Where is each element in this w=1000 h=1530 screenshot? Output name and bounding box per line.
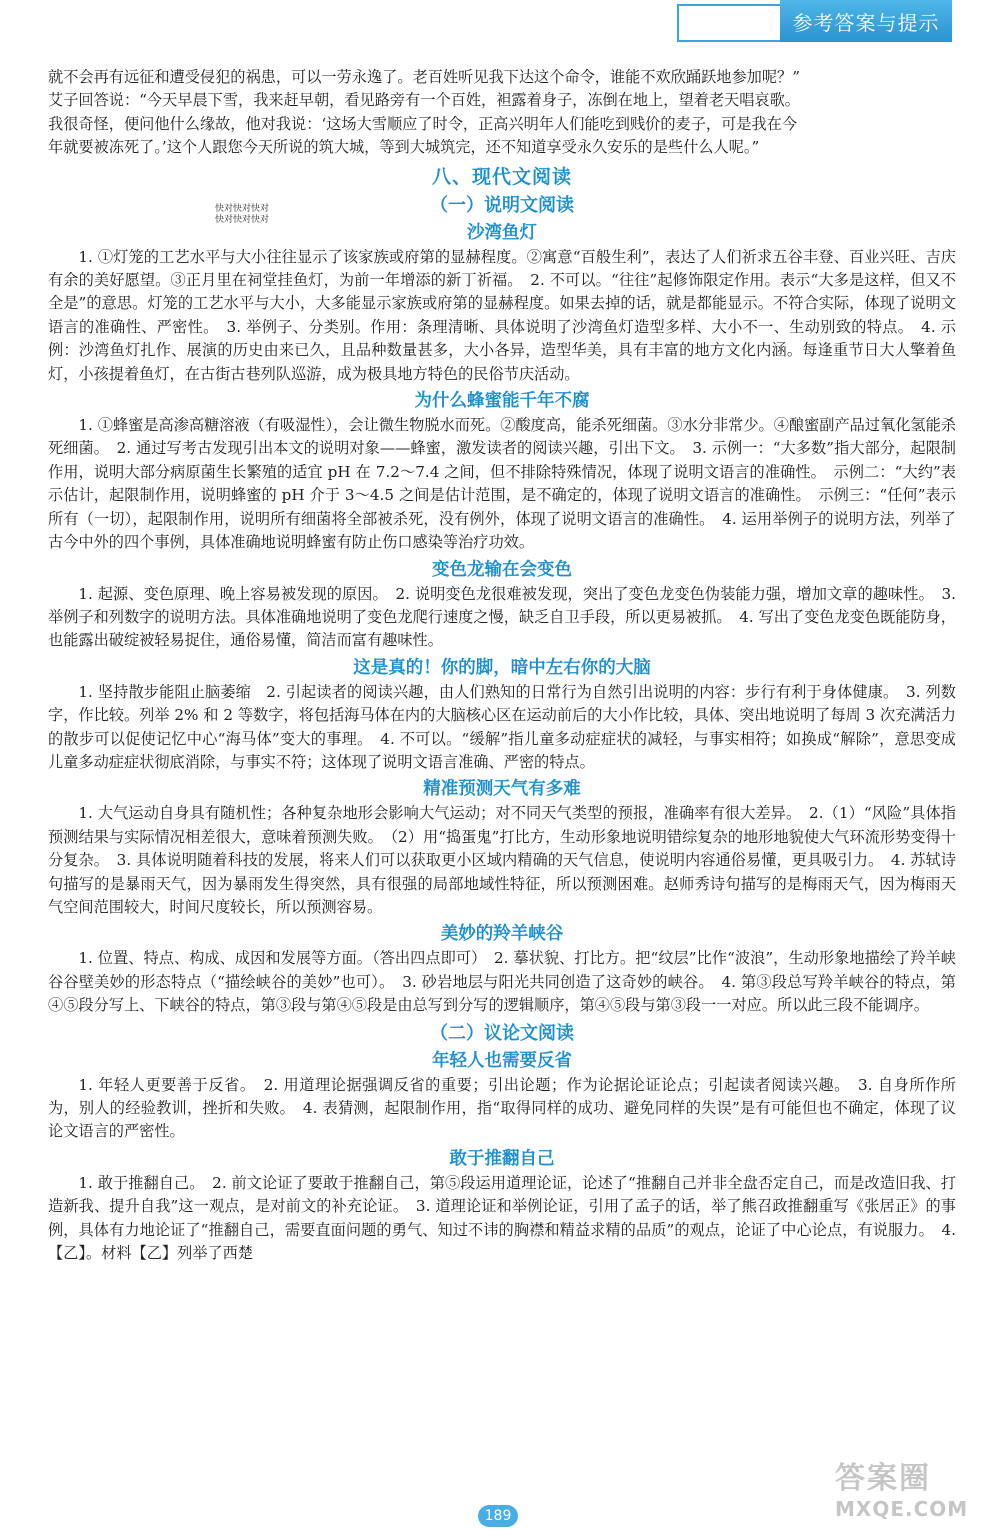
article-answer: 1. 坚持散步能阻止脑萎缩 2. 引起读者的阅读兴趣，由人们熟知的日常行为自然引出说明的内容：步行有利于身体健康。 3. 列数字，作比较。列举 2% 和 2 等数字，将包括海马体在内的大脑核心区在运动前后的大小作比较，具体、突出地说明了每周 3 次充满活力的散步可以促使记忆中心“海马体”变大的事理。 4. 不可以。“缓解”指儿童多动症症状的减轻，与事实相符；如换成“解除”，意思变成儿童多动症症状彻底消除，与事实不符；这体现了说明文语言准确、严密的特点。 (48, 682, 956, 771)
intro-line: 年就要被冻死了。’这个人跟您今天所说的筑大城，等到大城筑完，还不知道享受永久安乐的是些什么人呢。” (48, 138, 760, 157)
intro-line: 就不会再有远征和遭受侵犯的祸患，可以一劳永逸了。老百姓听见我下达这个命令，谁能不欢欣踊跃地参加呢？” (48, 68, 800, 86)
watermark-logo (835, 1462, 995, 1530)
article-title: 敢于推翻自己 (449, 1148, 555, 1169)
article-answer: 1. 大气运动自身具有随机性；各种复杂地形会影响大气运动；对不同天气类型的预报，准确率有很大差异。 2.（1）“风险”具体指预测结果与实际情况相差很大，意味着预测失败。 （2）用“捣蛋鬼”打比方，生动形象地说明错综复杂的地形地貌使大气环流形势变得十分复杂。 3. 具体说明随着科技的发展，将来人们可以获取更小区域内精确的天气信息，使说明内容通俗易懂，更具吸引力。 4. 苏轼诗句描写的是暴雨天气，因为暴雨发生得突然，具有很强的局部地域性特征，所以预测困难。赵师秀诗句描写的是梅雨天气，因为梅雨天气空间范围较大，时间尺度较长，所以预测容易。 (48, 804, 956, 916)
article-title: 这是真的！你的脚，暗中左右你的大脑 (353, 657, 651, 678)
article-answer: 1. 起源、变色原理、晚上容易被发现的原因。 2. 说明变色龙很难被发现，突出了变色龙变色伪装能力强，增加文章的趣味性。 3. 举例子和列数字的说明方法。具体准确地说明了变色龙爬行速度之慢，缺乏自卫手段，所以更易被抓。 4. 写出了变色龙变色既能防身，也能露出破绽被轻易捉住，通俗易懂，简洁而富有趣味性。 (48, 584, 956, 650)
intro-line: 艾子回答说：“今天早晨下雪，我来赶早朝，看见路旁有一个百姓，袒露着身子，冻倒在地上，望着老天唱哀歌。 (48, 91, 800, 110)
article-title: 沙湾鱼灯 (467, 222, 537, 243)
header-tab: 参考答案与提示 (780, 0, 952, 42)
article-title: 美妙的羚羊峡谷 (440, 924, 564, 945)
article-answer: 1. 敢于推翻自己。 2. 前文论证了要敢于推翻自己，第⑤段运用道理论证，论述了“推翻自己并非全盘否定自己，而是改造旧我、打造新我、提升自我”这一观点，是对前文的补充论证。 3. 道理论证和举例论证，引用了孟子的话，举了熊召政推翻重写《张居正》的事例，具体有力地论证了“推翻自己，需要直面问题的勇气、知过不讳的胸襟和精益求精的品质”的观点，论证了中心论点，有说服力。 4.【乙】。材料【乙】列举了西楚 (48, 1173, 956, 1263)
part-title: （一）说明文阅读 (430, 194, 574, 216)
page-number: 189 (478, 1505, 518, 1527)
part-title: （二）议论文阅读 (430, 1022, 574, 1044)
small-note-line: 快对快对快对 (215, 204, 270, 214)
article-answer: 1. 位置、特点、构成、成因和发展等方面。（答出四点即可） 2. 摹状貌、打比方。把“纹层”比作“波浪”，生动形象地描绘了羚羊峡谷谷壁美妙的形态特点（“描绘峡谷的美妙”也可）。 3. 砂岩地层与阳光共同创造了这奇妙的峡谷。 4. 第③段总写羚羊峡谷的特点，第④⑤段分写上、下峡谷的特点，第③段与第④⑤段是由总写到分写的逻辑顺序，第④⑤段与第③段一一对应。所以此三段不能调序。 (48, 949, 956, 1015)
article-title: 年轻人也需要反省 (432, 1050, 572, 1071)
article-title: 变色龙输在会变色 (432, 559, 572, 580)
article-title: 精准预测天气有多难 (423, 779, 581, 800)
article-title: 为什么蜂蜜能千年不腐 (414, 391, 590, 412)
page-content (48, 66, 956, 1265)
watermark-text: 答案圈 (835, 1461, 931, 1496)
intro-line: 我很奇怪，便问他什么缘故，他对我说：‘这场大雪顺应了时令，正高兴明年人们能吃到贱价的麦子，可是我在今 (48, 114, 798, 133)
small-note-line: 快对快对快对 (215, 215, 270, 225)
article-answer: 1. 年轻人更要善于反省。 2. 用道理论据强调反省的重要；引出论题；作为论据论证论点；引起读者阅读兴趣。 3. 自身所作所为，别人的经验教训，挫折和失败。 4. 表猜测，起限制作用，指“取得同样的成功、避免同样的失误”是有可能但也不确定，体现了议论文语言的严密性。 (48, 1075, 956, 1141)
section-title: 八、现代文阅读 (431, 165, 572, 188)
watermark-url: MXQE.COM (835, 1497, 969, 1521)
article-answer: 1. ①灯笼的工艺水平与大小往往显示了该家族或府第的显赫程度。②寓意“百般生利”，表达了人们祈求五谷丰登、百业兴旺、吉庆有余的美好愿望。③正月里在祠堂挂鱼灯，为前一年增添的新丁祈福。 2. 不可以。“往往”起修饰限定作用。表示“大多是这样，但又不全是”的意思。灯笼的工艺水平与大小，大多能显示家族或府第的显赫程度。如果去掉的话，就是都能显示。不符合实际，体现了说明文语言的准确性、严密性。 3. 举例子、分类别。作用：条理清晰、具体说明了沙湾鱼灯造型多样、大小不一、生动别致的特点。 4. 示例：沙湾鱼灯扎作、展演的历史由来已久，且品种数量甚多，大小各异，造型华美，具有丰富的地方文化内涵。每逢重节日大人擎着鱼灯，小孩提着鱼灯，在古街古巷列队巡游，成为极具地方特色的民俗节庆活动。 (48, 247, 956, 383)
header-blank-box (677, 4, 782, 42)
article-answer: 1. ①蜂蜜是高渗高糖溶液（有吸湿性），会让微生物脱水而死。②酸度高，能杀死细菌。③水分非常少。④酿蜜副产品过氧化氢能杀死细菌。 2. 通过写考古发现引出本文的说明对象——蜂蜜，激发读者的阅读兴趣，引出下文。 3. 示例一：“大多数”指大部分，起限制作用，说明大部分病原菌生长繁殖的适宜 pH 在 7.2～7.4 之间，但不排除特殊情况，体现了说明文语言的准确性。 示例二：“大约”表示估计，起限制作用，说明蜂蜜的 pH 介于 3～4.5 之间是估计范围，是不确定的，体现了说明文语言的准确性。 示例三：“任何”表示所有（一切），起限制作用，说明所有细菌将全部被杀死，没有例外，体现了说明文语言的准确性。 4. 运用举例子的说明方法，列举了古今中外的四个事例，具体准确地说明蜂蜜有防止伤口感染等治疗功效。 (48, 416, 956, 552)
